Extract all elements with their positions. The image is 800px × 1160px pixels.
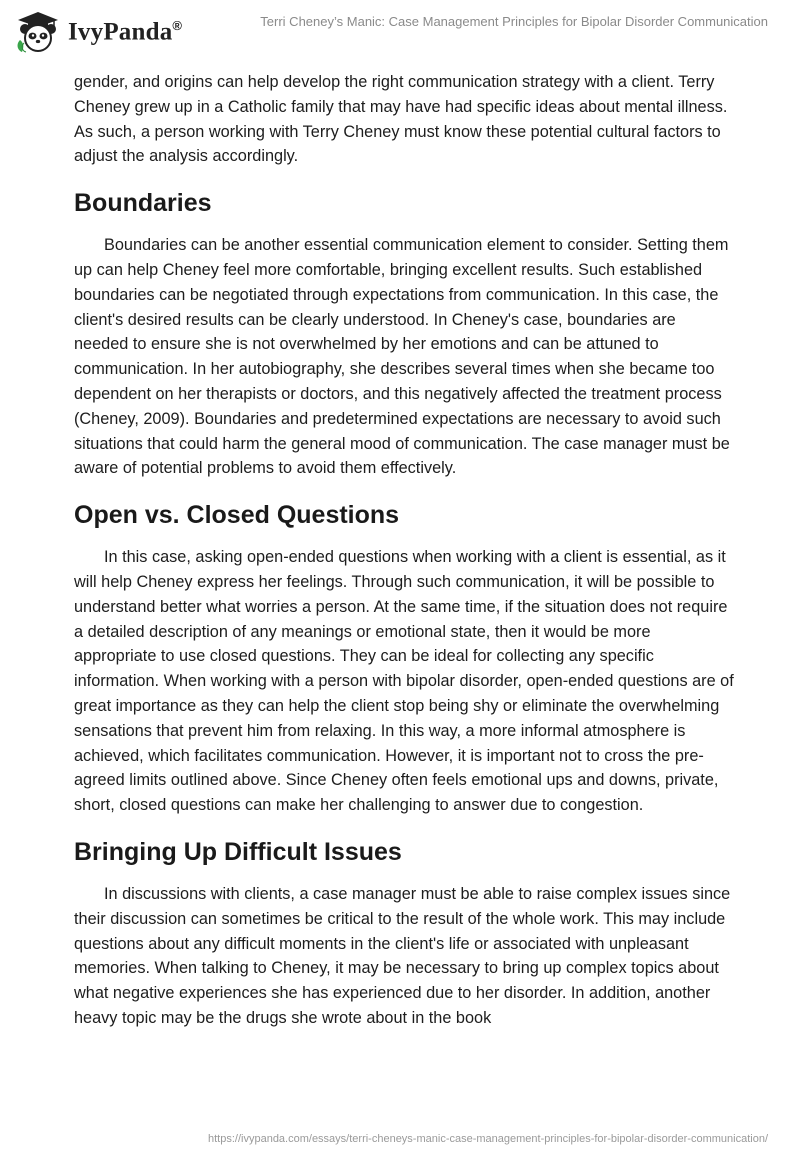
intro-paragraph: gender, and origins can help develop the right communication strategy with a client. Terry Cheney grew up in a Catholic family that may have had specific ideas about mental illness. As such, a person working with Terry Cheney must know these potential cultural factors to adjust the analysis accordingly.: [74, 73, 728, 166]
brand-name: IvyPanda®: [68, 17, 183, 46]
source-url[interactable]: https://ivypanda.com/essays/terri-cheneys-manic-case-management-principles-for-bipolar-disorder-communication/: [208, 1133, 768, 1145]
page-header: [0, 0, 800, 64]
section-heading-difficult-issues: Bringing Up Difficult Issues: [74, 837, 402, 866]
document-title: Terri Cheney’s Manic: Case Management Principles for Bipolar Disorder Communication: [260, 14, 768, 29]
section-paragraph-difficult-issues: In discussions with clients, a case manager must be able to raise complex issues since their discussion can sometimes be critical to the result of the whole work. This may include questions about any difficult moments in the client's life or associated with unpleasant memories. When talking to Cheney, it may be necessary to bring up complex topics about what negative experiences she has experienced due to her disorder. In addition, another heavy topic may be the drugs she wrote about in the book: [74, 884, 731, 1027]
ivypanda-logo[interactable]: [14, 10, 182, 54]
panda-icon: [14, 10, 62, 54]
section-heading-open-closed-questions: Open vs. Closed Questions: [74, 501, 400, 530]
essay-content: [74, 70, 734, 1031]
section-heading-boundaries: Boundaries: [74, 189, 212, 218]
section-paragraph-open-closed-questions: In this case, asking open-ended questions when working with a client is essential, as it will help Cheney express her feelings. Through such communication, it will be possible to understand better what worries a person. At the same time, if the situation does not require a detailed description of any meanings or emotional state, then it would be more appropriate to use closed questions. They can be ideal for collecting any specific information. When working with a person with bipolar disorder, open-ended questions are of great importance as they can help the client stop being shy or eliminate the overwhelming sensations that prevent him from relaxing. In this way, a more informal atmosphere is achieved, which facilitates communication. However, it is important not to cross the pre-agreed limits outlined above. Since Cheney often feels emotional ups and downs, private, short, closed questions can make her challenging to answer due to congestion.: [74, 548, 734, 815]
section-paragraph-boundaries: Boundaries can be another essential communication element to consider. Setting them up can help Cheney feel more comfortable, bringing excellent results. Such established boundaries can be negotiated through expectations from communication. In this case, the client's desired results can be clearly understood. In Cheney's case, boundaries are needed to ensure she is not overwhelmed by her emotions and can be attuned to communication. In her autobiography, she describes several times when she became too dependent on her therapists or doctors, and this negatively affected the treatment process (Cheney, 2009). Boundaries and predetermined expectations are necessary to avoid such situations that could harm the general mood of communication. The case manager must be aware of potential problems to avoid them effectively.: [74, 236, 730, 478]
registered-mark: ®: [172, 17, 183, 33]
